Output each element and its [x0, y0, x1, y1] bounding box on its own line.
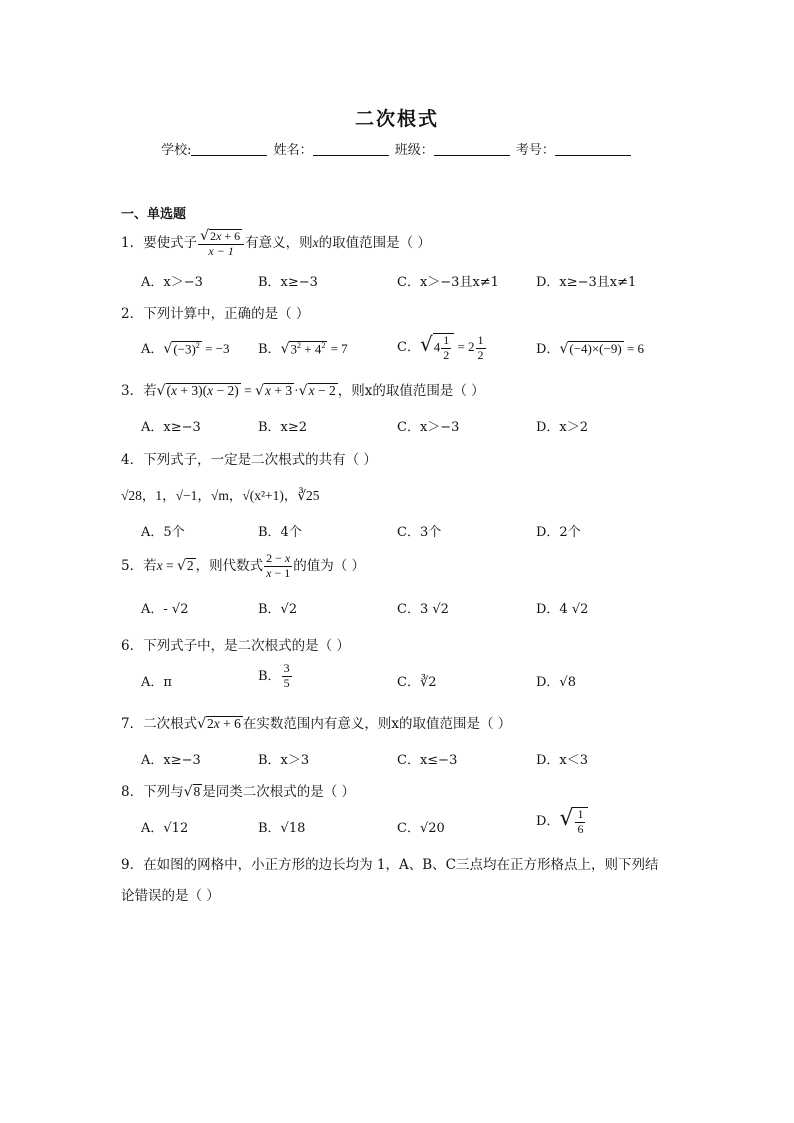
- q2-option-b[interactable]: B．$√3^2 + 4^2 = 7$: [258, 340, 348, 357]
- school-blank[interactable]: [191, 143, 267, 156]
- q3-option-d[interactable]: D．x＞2: [536, 420, 589, 435]
- question-8-stem: 8．下列与√8 是同类二次根式的是（ ）: [121, 784, 356, 800]
- q2-option-d[interactable]: D．√(−4)×(−9) = 6: [536, 341, 645, 357]
- q1-option-d[interactable]: D．x≥−3且x≠1: [536, 275, 637, 290]
- q3-stem-end: ，则x的取值范围是（ ）: [337, 383, 485, 399]
- question-3-stem: 3．若√(x + 3)(x − 2) = √x + 3 ·√x − 2 ，则x的取值范围是（ ）: [121, 383, 485, 399]
- q7-option-d[interactable]: D．x＜3: [536, 753, 589, 768]
- q1-fraction: $\frac{√2x + 6}{x - 1}$: [198, 228, 244, 259]
- q3-stem-prefix: 3．若: [121, 383, 157, 399]
- number-blank[interactable]: [555, 143, 631, 156]
- q1-option-c[interactable]: C．x＞−3且x≠1: [397, 275, 499, 290]
- q1-stem-prefix: 1．要使式子: [121, 234, 198, 251]
- section-heading: 一、单选题: [121, 207, 187, 222]
- q6-option-c[interactable]: C．∛2: [397, 675, 437, 690]
- q1-option-b[interactable]: B．x≥−3: [258, 275, 318, 290]
- q5-stem-end: 的值为（ ）: [293, 557, 366, 574]
- q4-expression-list: √28，1，√−1，√m，√(x²+1)，∛25: [121, 488, 320, 503]
- q1-option-a[interactable]: A．x＞−3: [141, 275, 203, 290]
- q1-stem-end: 的取值范围是（ ）: [318, 234, 431, 251]
- q7-option-b[interactable]: B．x＞3: [258, 753, 310, 768]
- name-label: 姓名：: [273, 143, 313, 158]
- q5-fraction: $\frac{2 - x}{x - 1}$: [266, 551, 291, 580]
- question-5-stem: 5．若x = √2 ，则代数式 $\frac{2 - x}{x - 1}$ 的值为（ ）: [121, 551, 366, 580]
- q4-option-d[interactable]: D．2个: [536, 525, 581, 540]
- q8-stem-end: 是同类二次根式的是（ ）: [202, 784, 356, 800]
- class-blank[interactable]: [434, 143, 510, 156]
- q4-option-a[interactable]: A．5个: [141, 525, 185, 540]
- q5-stem-mid: ，则代数式: [195, 557, 264, 574]
- q3-option-a[interactable]: A．x≥−3: [141, 420, 201, 435]
- q7-option-a[interactable]: A．x≥−3: [141, 753, 201, 768]
- q2-option-d-label: D．: [536, 342, 560, 357]
- q4-option-b[interactable]: B．4个: [258, 525, 302, 540]
- q7-stem-prefix: 7．二次根式: [121, 716, 198, 732]
- q3-option-c[interactable]: C．x＞−3: [397, 420, 460, 435]
- q8-option-b[interactable]: B．√18: [258, 821, 306, 836]
- q1-var: x: [312, 234, 319, 250]
- q8-option-d-label: D．: [536, 814, 560, 829]
- q8-option-d[interactable]: D．√ $\frac{1}{6}$: [536, 806, 588, 836]
- q5-option-a[interactable]: A．- √2: [141, 602, 189, 617]
- q7-option-c[interactable]: C．x≤−3: [397, 753, 458, 768]
- q5-option-b[interactable]: B．√2: [258, 602, 298, 617]
- q2-option-b-label: B．: [258, 342, 281, 357]
- page-title: 二次根式: [354, 108, 439, 130]
- q6-option-b-label: B．: [258, 668, 281, 684]
- q6-option-a[interactable]: A．π: [141, 675, 172, 690]
- q1-stem-mid: 有意义，则: [245, 234, 313, 251]
- q8-option-c[interactable]: C．√20: [397, 821, 445, 836]
- question-9-stem-line2: 论错误的是（ ）: [121, 888, 220, 904]
- q5-stem-prefix: 5．若: [121, 557, 157, 574]
- q7-stem-end: 在实数范围内有意义，则x的取值范围是（ ）: [242, 716, 512, 732]
- class-label: 班级：: [394, 143, 434, 158]
- question-7-stem: 7．二次根式√2x + 6 在实数范围内有意义，则x的取值范围是（ ）: [121, 716, 512, 732]
- q6-option-b[interactable]: B． $\frac{3}{5}$: [258, 661, 290, 690]
- question-6-stem: 6．下列式子中，是二次根式的是（ ）: [121, 638, 350, 654]
- school-label: 学校:: [161, 143, 192, 158]
- q5-option-d[interactable]: D．4 √2: [536, 602, 589, 617]
- name-blank[interactable]: [313, 143, 389, 156]
- q5-option-c[interactable]: C．3 √2: [397, 602, 449, 617]
- question-2-stem: 2．下列计算中，正确的是（ ）: [121, 306, 310, 322]
- q2-option-c-label: C．: [397, 340, 420, 355]
- student-info-line: [0, 139, 794, 158]
- question-1-stem: [121, 228, 431, 259]
- q8-option-a[interactable]: A．√12: [141, 821, 189, 836]
- q2-option-c[interactable]: C．√4 $\frac{1}{2}$ = 2 $\frac{1}{2}$: [397, 332, 484, 362]
- q4-option-c[interactable]: C．3个: [397, 525, 442, 540]
- q8-stem-prefix: 8．下列与: [121, 784, 184, 800]
- question-4-stem: 4．下列式子，一定是二次根式的共有（ ）: [121, 452, 377, 468]
- q2-option-a[interactable]: A．$√(-3)^2 = -3$: [141, 340, 230, 357]
- q6-option-d[interactable]: D．√8: [536, 675, 576, 690]
- question-9-stem-line1: 9．在如图的网格中，小正方形的边长均为 1，A、B、C三点均在正方形格点上，则下列结: [121, 857, 659, 873]
- q2-option-a-label: A．: [141, 342, 164, 357]
- q3-option-b[interactable]: B．x≥2: [258, 420, 308, 435]
- number-label: 考号：: [515, 143, 555, 158]
